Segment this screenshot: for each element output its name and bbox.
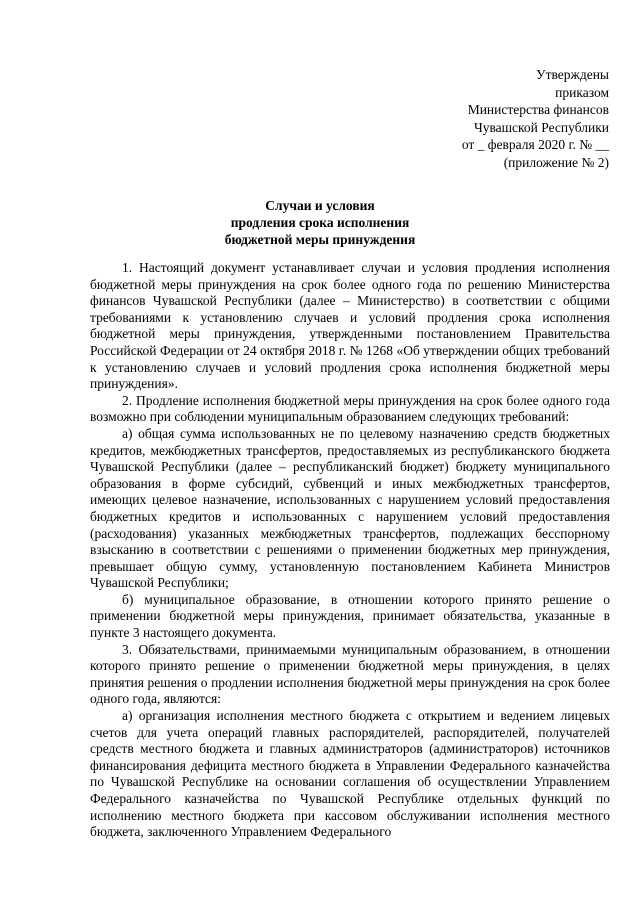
approval-line: Утверждены [536, 67, 609, 82]
paragraph-3a: а) организация исполнения местного бюджета с открытием и ведением лицевых счетов для учета операций главных распорядителей, распорядителей, получателей средств местного бюджета и главных администраторов (администраторов) источников финансирования дефицита местного бюджета в Управлении Федерального казначейства по Чувашской Республике на основании соглашения об осуществлении Управлением Федерального казначейства по Чувашской Республике отдельных функций по исполнению местного бюджета при кассовом обслуживании исполнения местного бюджета, заключенного Управлением Федерального [90, 708, 610, 840]
approval-line: от _ февраля 2020 г. № __ [461, 137, 609, 152]
approval-block [462, 66, 609, 171]
title-line: Случаи и условия [265, 198, 375, 213]
title-line: продления срока исполнения [230, 215, 410, 230]
approval-line: приказом [555, 84, 609, 100]
paragraph-2a: а) общая сумма использованных не по целевому назначению средств бюджетных кредитов, межбюджетных трансфертов, предоставляемых из республиканского бюджета Чувашской Республики (далее – республиканский бюджет) бюджету муниципального образования в форме субсидий, субвенций и иных межбюджетных трансфертов, имеющих целевое назначение, использованных с нарушением условий предоставления бюджетных кредитов и использованных с нарушением условий предоставления (расходования) указанных межбюджетных трансфертов, подлежащих бесспорному взысканию в соответствии с решениями о применении бюджетных мер принуждения, превышает общую сумму, установленную постановлением Кабинета Министров Чувашской Республики; [90, 425, 610, 591]
paragraph-3: 3. Обязательствами, принимаемыми муниципальным образованием, в отношении которого принято решение о применении бюджетной меры принуждения, в целях принятия решения о продлении исполнения бюджетной меры принуждения на срок более одного года, являются: [90, 641, 610, 707]
document-body [90, 260, 610, 841]
document-title [0, 197, 640, 248]
title-line: бюджетной меры принуждения [224, 232, 416, 247]
paragraph-2b: б) муниципальное образование, в отношении которого принято решение о применении бюджетной меры принуждения, принимает обязательства, указанные в пункте 3 настоящего документа. [90, 591, 610, 641]
approval-line: (приложение № 2) [503, 154, 609, 170]
approval-line: Чувашской Республики [473, 119, 609, 135]
paragraph-1: 1. Настоящий документ устанавливает случаи и условия продления исполнения бюджетной меры принуждения на срок более одного года по решению Министерства финансов Чувашской Республики (далее – Министерство) в соответствии с общими требованиями к установлению случаев и условий продления срока исполнения бюджетной меры принуждения, утвержденными постановлением Правительства Российской Федерации от 24 октября 2018 г. № 1268 «Об утверждении общих требований к установлению случаев и условий продления срока исполнения бюджетной меры принуждения». [90, 260, 610, 392]
approval-line: Министерства финансов [467, 102, 609, 117]
paragraph-2: 2. Продление исполнения бюджетной меры принуждения на срок более одного года возможно при соблюдении муниципальным образованием следующих требований: [90, 392, 610, 425]
